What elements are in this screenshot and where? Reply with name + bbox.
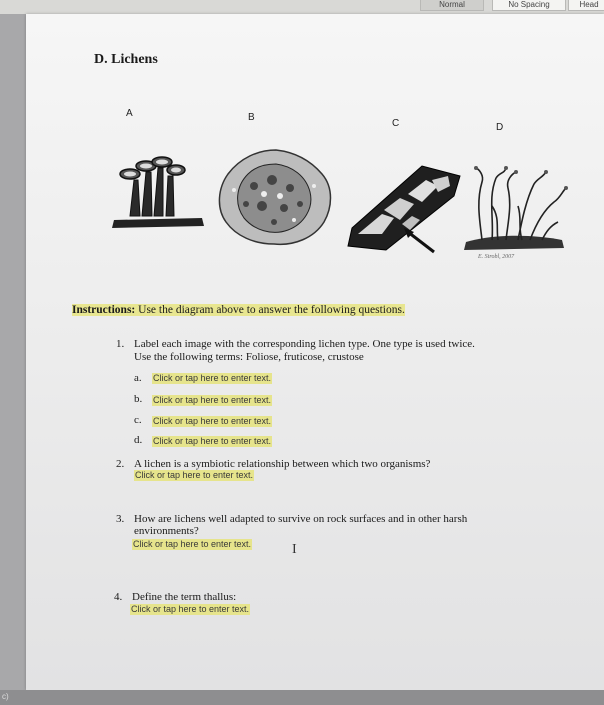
question-1d-letter: d. — [134, 434, 143, 446]
lichen-d-illustration — [462, 162, 572, 254]
instructions-line — [72, 304, 542, 316]
style-normal[interactable]: Normal — [420, 0, 484, 11]
question-2-answer-field[interactable]: Click or tap here to enter text. — [135, 470, 254, 480]
question-2-text: A lichen is a symbiotic relationship between which two organisms? — [134, 458, 431, 470]
text-cursor-icon: I — [292, 542, 297, 557]
instructions-highlight — [72, 304, 405, 316]
illustration-credit: E. Strobl, 2007 — [478, 254, 515, 260]
question-3-answer-field[interactable]: Click or tap here to enter text. — [133, 539, 252, 549]
question-1-text: Label each image with the corresponding lichen type. One type is used twice. — [134, 338, 475, 350]
question-4-text: Define the term thallus: — [132, 591, 237, 603]
lichen-c-illustration — [342, 154, 468, 264]
figure-label-d: D — [496, 122, 504, 133]
status-text: c) — [2, 692, 9, 701]
question-3-text: How are lichens well adapted to survive on rock surfaces and in other harsh — [134, 513, 468, 525]
section-title: D. Lichens — [94, 52, 158, 67]
figure-label-b: B — [248, 112, 255, 123]
status-bar — [0, 690, 604, 705]
question-4-number: 4. — [114, 591, 123, 603]
question-1b-answer-field[interactable]: Click or tap here to enter text. — [153, 395, 272, 405]
ribbon-styles-bar — [0, 0, 604, 14]
question-1b-letter: b. — [134, 393, 143, 405]
question-1-terms: Use the following terms: Foliose, fruticose, crustose — [134, 351, 364, 363]
lichen-a-illustration — [108, 150, 208, 234]
instructions-text: Use the diagram above to answer the following questions. — [135, 304, 405, 316]
lichen-b-illustration — [214, 146, 338, 250]
question-1d-answer-field[interactable]: Click or tap here to enter text. — [153, 436, 272, 446]
figure-label-c: C — [392, 118, 400, 129]
question-1a-answer-field[interactable]: Click or tap here to enter text. — [153, 373, 272, 383]
question-2-number: 2. — [116, 458, 125, 470]
instructions-label: Instructions: — [72, 304, 136, 316]
left-margin-area — [0, 14, 26, 705]
style-heading[interactable]: Head — [568, 0, 604, 11]
figure-label-a: A — [126, 108, 133, 119]
style-no-spacing[interactable]: No Spacing — [492, 0, 566, 11]
question-4-answer-field[interactable]: Click or tap here to enter text. — [131, 604, 250, 614]
question-1c-letter: c. — [134, 414, 142, 426]
question-3-text-continued: environments? — [134, 525, 199, 537]
question-1-number: 1. — [116, 338, 125, 350]
question-1c-answer-field[interactable]: Click or tap here to enter text. — [153, 416, 272, 426]
question-1a-letter: a. — [134, 372, 142, 384]
question-3-number: 3. — [116, 513, 125, 525]
